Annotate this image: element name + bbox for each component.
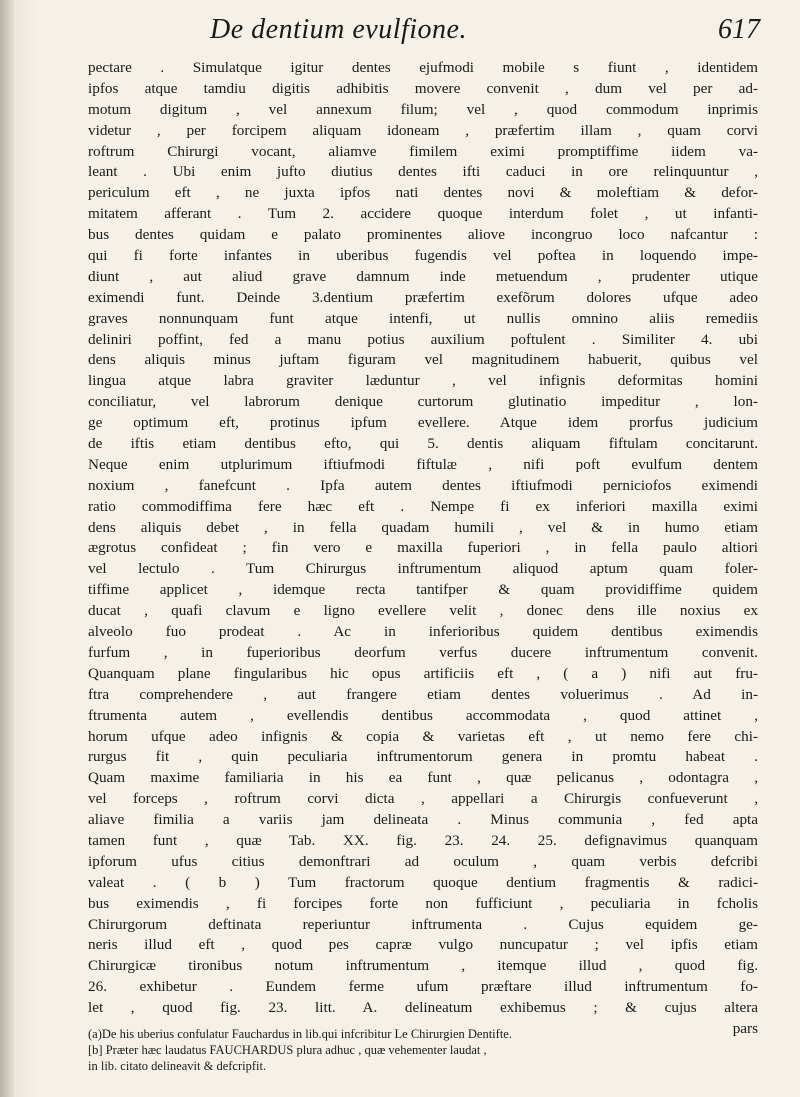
text-line: bus dentes quidam e palato prominentes aliove incongruo loco nafcantur : (88, 226, 758, 244)
text-line: ge optimum eft, protinus ipfum evellere. Atque idem prorfus judicium (88, 414, 758, 432)
footnote-a: (a)De his uberius confulatur Fauchardus in lib.qui infcribitur Le Chirurgien Dentifte. (88, 1027, 512, 1041)
text-line: vel forceps , roftrum corvi dicta , appellari a Chirurgis confueverunt , (88, 790, 758, 808)
text-line: Neque enim utplurimum iftiufmodi fiftulæ , nifi poft evulfum dentem (88, 455, 758, 473)
text-line: diunt , aut aliud grave damnum inde metuendum , prudenter utique (88, 267, 758, 285)
text-line: roftrum Chirurgi vocant, aliamve fimilem eximi promptiffime iidem va- (88, 142, 758, 160)
text-line: eximendi funt. Deinde 3.dentium præfertim exefõrum dolores ufque adeo (88, 288, 758, 306)
text-line: deliniri poffint, fed a manu potius auxilium poftulent . Similiter 4. ubi (88, 330, 758, 348)
running-title: De dentium evulfione. (210, 14, 467, 45)
text-line: valeat . ( b ) Tum fractorum quoque dentium fragmentis & radici- (88, 873, 758, 891)
main-text (88, 58, 758, 1040)
text-line: motum digitum , vel annexum filum; vel , quod commodum inprimis (88, 100, 758, 118)
text-line: aliave fimilia a variis jam delineata . Minus communia , fed apta (88, 811, 758, 829)
text-line: dens aliquis minus juftam figuram vel magnitudinem habuerit, quibus vel (88, 351, 758, 369)
text-line: videtur , per forcipem aliquam idoneam , præfertim illam , quam corvi (88, 121, 758, 139)
text-line: pectare . Simulatque igitur dentes ejufmodi mobile s fiunt , identidem (88, 59, 758, 76)
text-line: ftrumenta autem , evellendis dentibus accommodata , quod attinet , (88, 706, 758, 724)
text-line: Quam maxime familiaria in his ea funt , quæ pelicanus , odontagra , (88, 769, 758, 787)
text-line: ratio commodiffima fere hæc eft . Nempe fi ex inferiori maxilla eximi (88, 497, 758, 515)
footnotes (88, 1026, 758, 1074)
text-line: tiffime applicet , idemque recta tantifper & quam providiffime quidem (88, 581, 758, 599)
text-line: ducat , quafi clavum e ligno evellere velit , donec dens ille noxius ex (88, 602, 758, 620)
text-line: lingua atque labra graviter læduntur , vel infignis deformitas homini (88, 372, 758, 390)
text-line: leant . Ubi enim jufto diutius dentes ifti caduci in ore relinquuntur , (88, 163, 758, 181)
text-line: Quanquam plane fingularibus hic opus artificiis eft , ( a ) nifi aut fru- (88, 664, 758, 682)
footnote-b: [b] Præter hæc laudatus FAUCHARDUS plura adhuc , quæ vehementer laudat , (88, 1043, 487, 1057)
text-line: alveolo fuo prodeat . Ac in inferioribus quidem dentibus eximendis (88, 623, 758, 641)
text-line: tamen funt , quæ Tab. XX. fig. 23. 24. 25. defignavimus quanquam (88, 831, 758, 849)
text-line: horum ufque adeo infignis & copia & varietas eft , ut nemo fere chi- (88, 727, 758, 745)
footnote-b-continued: in lib. citato delineavit & defcripfit. (88, 1059, 267, 1073)
text-line: de iftis etiam dentibus efto, qui 5. dentis aliquam fiftulam concitarunt. (88, 435, 758, 453)
text-line: 26. exhibetur . Eundem ferme ufum præftare illud inftrumentum fo- (88, 978, 758, 996)
text-line: ipforum ufus citius demonftrari ad oculum , quam verbis defcribi (88, 852, 758, 870)
text-line: bus eximendis , fi forcipes forte non fufficiunt , peculiaria in fcholis (88, 894, 758, 912)
text-line: ægrotus confideat ; fin vero e maxilla fuperiori , in fella paulo altiori (88, 539, 758, 557)
text-line: Chirurgicæ tironibus notum inftrumentum , itemque illud , quod fig. (88, 957, 758, 975)
page-number: 617 (718, 14, 760, 45)
text-line: qui fi forte infantes in uberibus fugendis vel poftea in loquendo impe- (88, 247, 758, 265)
text-line: dens aliquis debet , in fella quadam humili , vel & in humo etiam (88, 518, 758, 536)
text-line: furfum , in fuperioribus deorfum verfus ducere inftrumentum convenit. (88, 643, 758, 661)
text-line: mitatem afferant . Tum 2. accidere quoque interdum folet , ut infanti- (88, 205, 758, 223)
text-line: conciliatur, vel labrorum denique curtorum glutinatio impeditur , lon- (88, 393, 758, 411)
text-line: let , quod fig. 23. litt. A. delineatum exhibemus ; & cujus altera (88, 999, 758, 1017)
text-line: vel lectulo . Tum Chirurgus inftrumentum aliquod aptum quam foler- (88, 560, 758, 578)
page-gutter (0, 0, 14, 1097)
text-line: neris illud eft , quod pes capræ vulgo nuncupatur ; vel ipfis etiam (88, 936, 758, 954)
text-line: graves nonnunquam funt atque intenfi, ut nullis omnino aliis remediis (88, 309, 758, 327)
text-line: ipfos atque tamdiu digitis adhibitis movere convenit , dum vel per ad- (88, 79, 758, 97)
text-line: noxium , fanefcunt . Ipfa autem dentes iftiufmodi perniciofos eximendi (88, 476, 758, 494)
catchword: pars (732, 1019, 758, 1037)
text-line: Chirurgorum deftinata reperiuntur inftrumenta . Cujus equidem ge- (88, 915, 758, 933)
page-header (80, 14, 760, 54)
text-line: periculum eft , ne juxta ipfos nati dentes novi & moleftiam & defor- (88, 184, 758, 202)
text-line: ftra comprehendere , aut frangere etiam dentes voluerimus . Ad in- (88, 685, 758, 703)
text-line: rurgus fit , quin peculiaria inftrumentorum genera in promtu habeat . (88, 748, 758, 766)
